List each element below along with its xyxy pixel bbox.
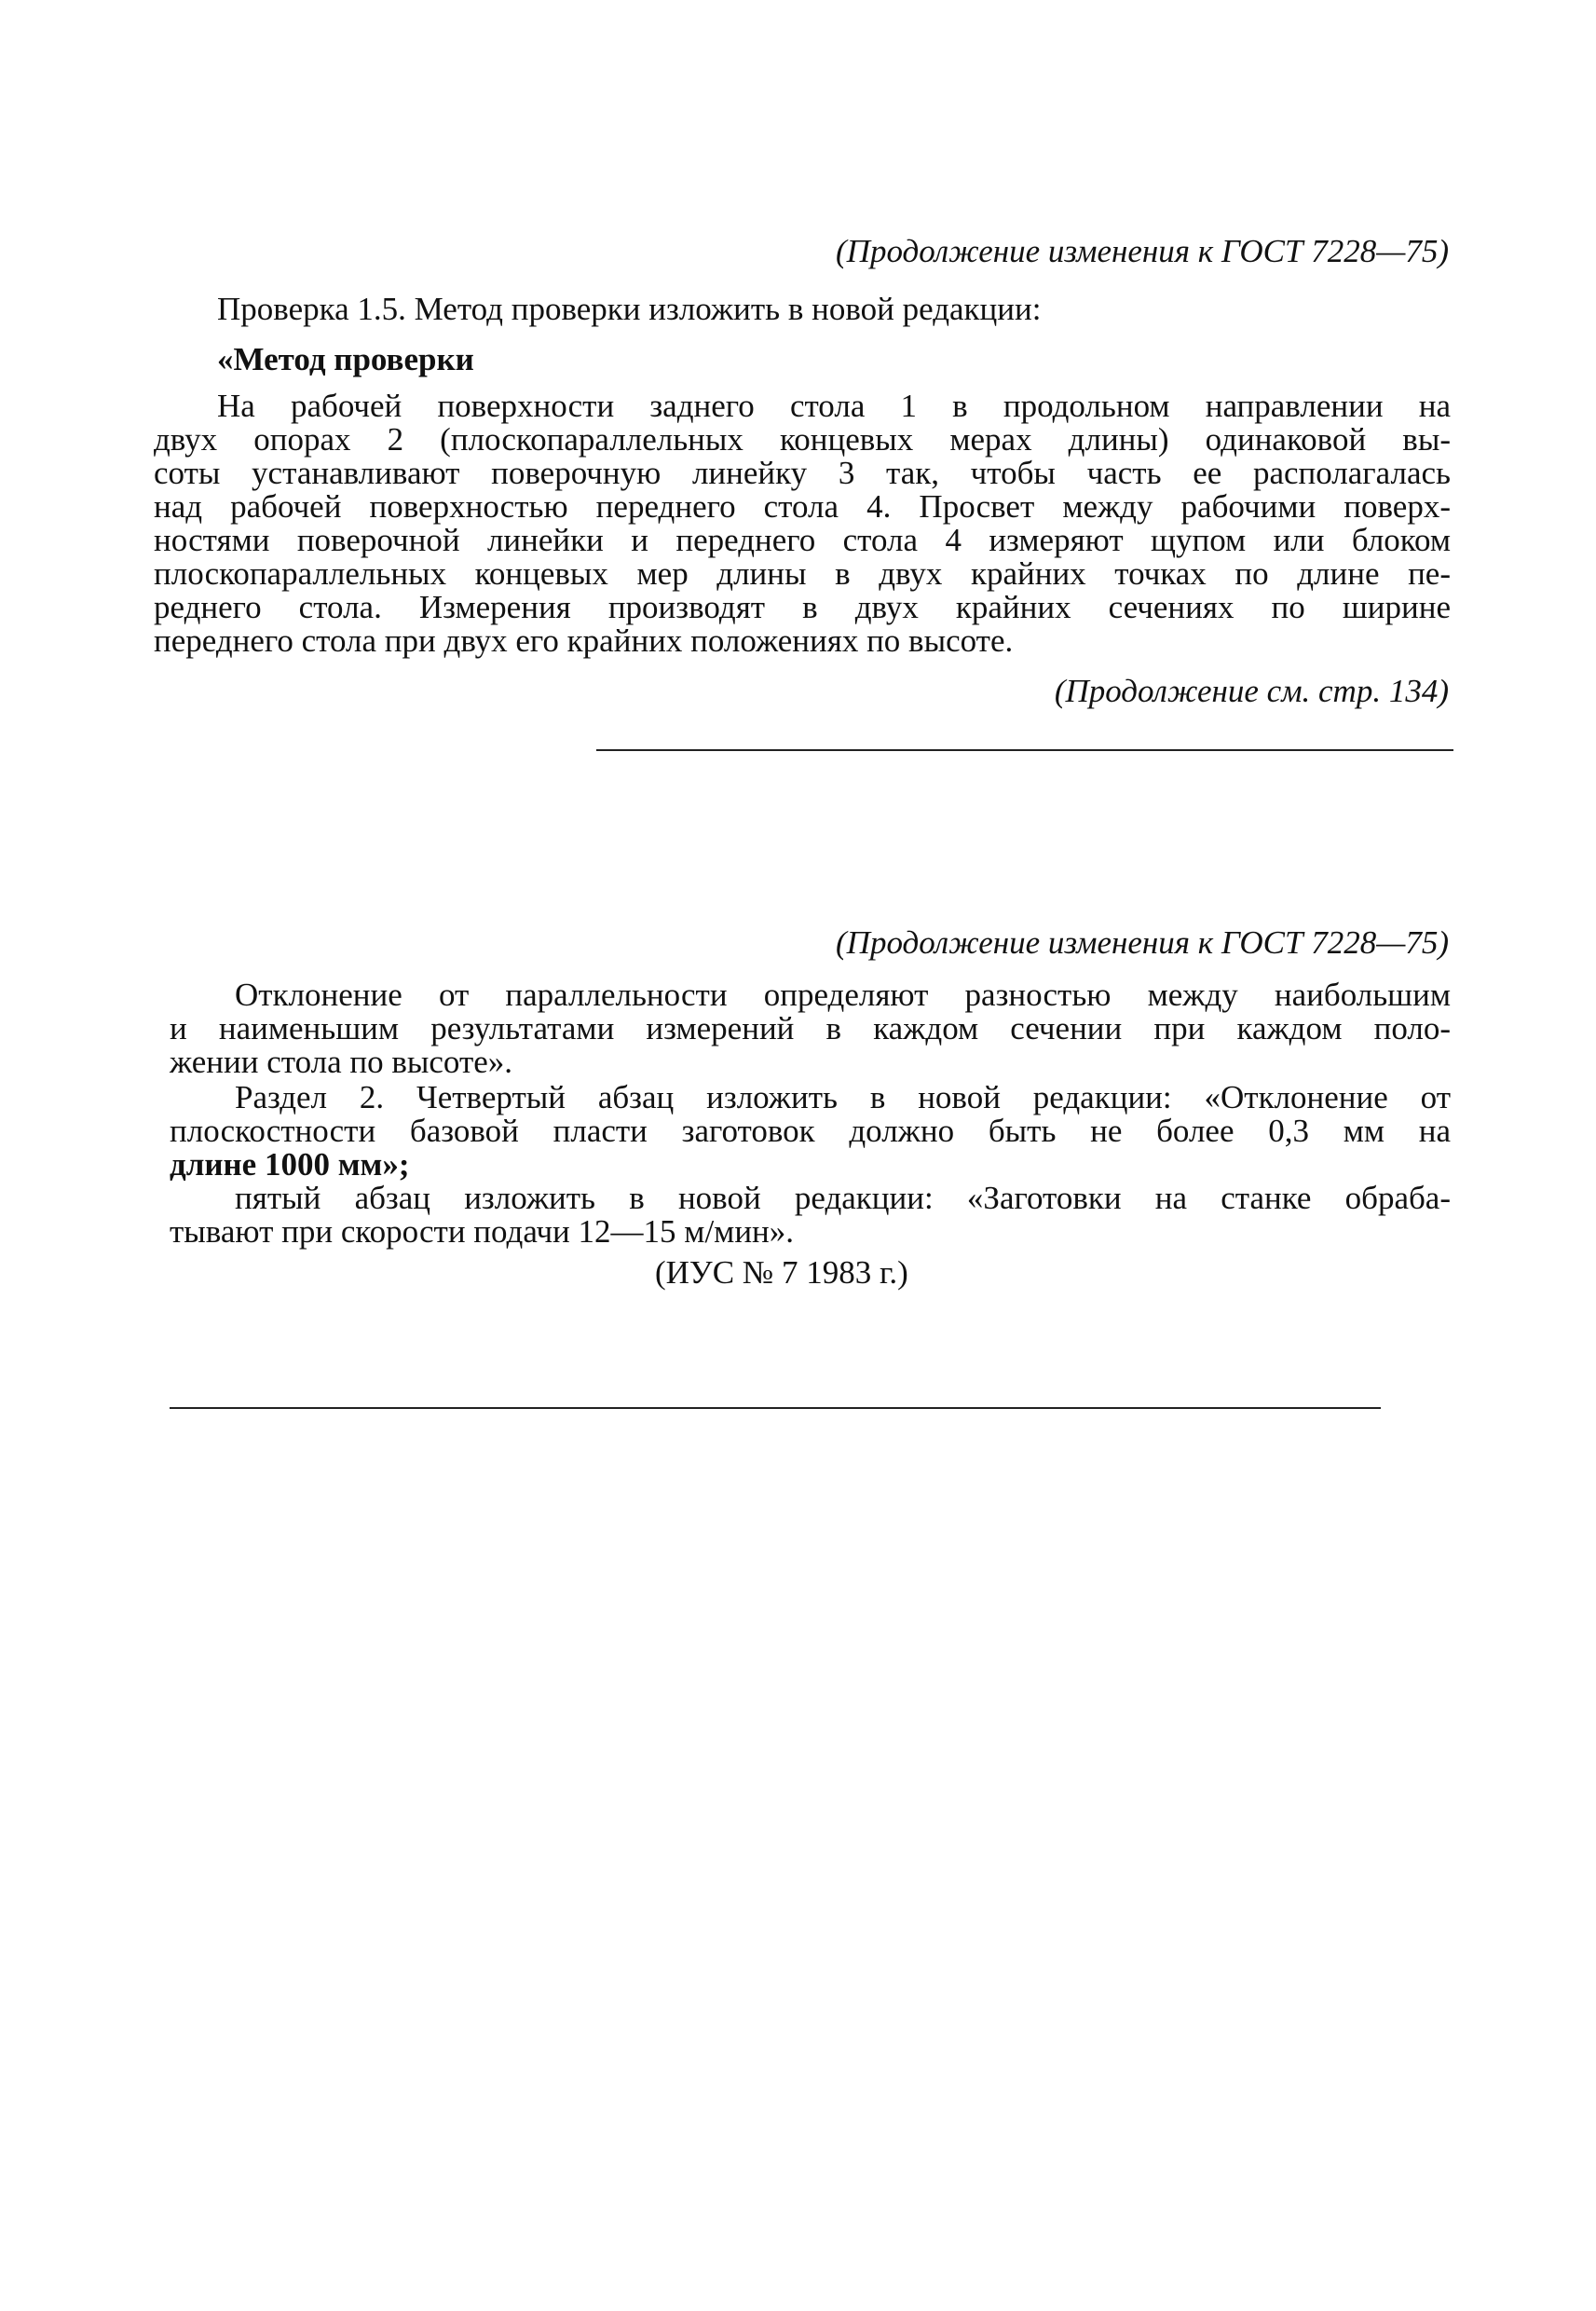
- deviation-paragraph: [170, 978, 1451, 1079]
- paragraph-line: На рабочей поверхности заднего стола 1 в продольном направлении на: [217, 388, 1451, 424]
- continuation-footer-note: (Продолжение см. стр. 134): [1054, 673, 1449, 709]
- paragraph-line: двух опорах 2 (плоскопараллельных концевых мерах длины) одинаковой вы-: [154, 421, 1451, 458]
- method-paragraph: [154, 390, 1451, 658]
- paragraph-line: переднего стола при двух его крайних положениях по высоте.: [154, 622, 1014, 659]
- intro-line: Проверка 1.5. Метод проверки изложить в новой редакции:: [217, 291, 1042, 327]
- paragraph-line: над рабочей поверхностью переднего стола 4. Просвет между рабочими поверх-: [154, 488, 1451, 525]
- source-reference: (ИУС № 7 1983 г.): [655, 1254, 908, 1291]
- paragraph-line: жении стола по высоте».: [170, 1044, 513, 1080]
- continuation-header-1: (Продолжение изменения к ГОСТ 7228—75): [836, 233, 1449, 269]
- paragraph-line: ностями поверочной линейки и переднего стола 4 измеряют щупом или блоком: [154, 522, 1451, 558]
- separator-rule-1: [596, 749, 1453, 751]
- paragraph-line: Раздел 2. Четвертый абзац изложить в новой редакции: «Отклонение от: [235, 1079, 1451, 1115]
- paragraph-line: Отклонение от параллельности определяют разностью между наибольшим: [235, 977, 1451, 1013]
- method-title: «Метод проверки: [217, 341, 474, 377]
- paragraph-line: длине 1000 мм»;: [170, 1146, 410, 1183]
- paragraph-line: соты устанавливают поверочную линейку 3 так, чтобы часть ее располагалась: [154, 455, 1451, 491]
- section2-paragraph: [170, 1081, 1451, 1182]
- paragraph-line: пятый абзац изложить в новой редакции: «Заготовки на станке обраба-: [235, 1180, 1451, 1216]
- paragraph-line: реднего стола. Измерения производят в двух крайних сечениях по ширине: [154, 589, 1451, 625]
- fifth-paragraph: [170, 1182, 1451, 1249]
- paragraph-line: плоскостности базовой пласти заготовок должно быть не более 0,3 мм на: [170, 1113, 1451, 1149]
- continuation-header-2: (Продолжение изменения к ГОСТ 7228—75): [836, 924, 1449, 961]
- paragraph-line: плоскопараллельных концевых мер длины в двух крайних точках по длине пе-: [154, 555, 1451, 592]
- paragraph-line: тывают при скорости подачи 12—15 м/мин».: [170, 1213, 795, 1250]
- separator-rule-2: [170, 1407, 1381, 1409]
- paragraph-line: и наименьшим результатами измерений в каждом сечении при каждом поло-: [170, 1010, 1451, 1046]
